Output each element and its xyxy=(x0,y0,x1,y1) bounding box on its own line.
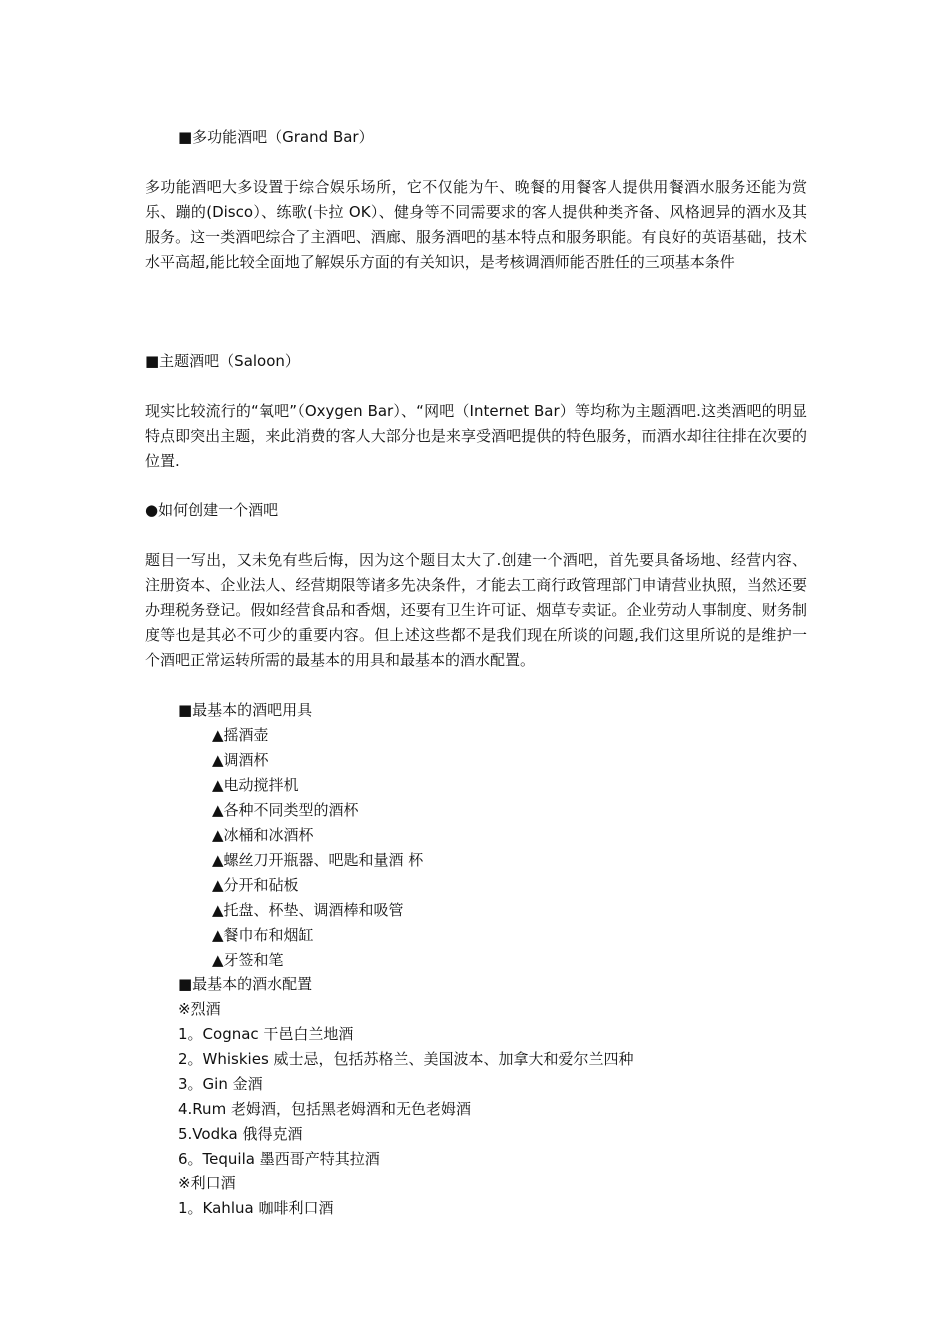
spirit-item: 3。Gin 金酒 xyxy=(178,1075,263,1093)
spirit-item: 4.Rum 老姆酒，包括黑老姆酒和无色老姆酒 xyxy=(178,1100,471,1118)
spirit-item: 6。Tequila 墨西哥产特其拉酒 xyxy=(178,1150,380,1168)
tool-item: ▲牙签和笔 xyxy=(212,951,284,969)
tool-item: ▲餐巾布和烟缸 xyxy=(212,926,314,944)
tool-item: ▲冰桶和冰酒杯 xyxy=(212,826,314,844)
section-heading-create-bar: ●如何创建一个酒吧 xyxy=(145,501,279,519)
tool-item: ▲摇酒壶 xyxy=(212,726,269,744)
drinks-heading: ■最基本的酒水配置 xyxy=(178,975,313,993)
paragraph-saloon: 现实比较流行的“氧吧”（Oxygen Bar）、“网吧（Internet Bar）等均称为主题酒吧.这类酒吧的明显特点即突出主题，来此消费的客人大部分也是来享受酒吧提供的特色服务，而酒水却往往排在次要的位置. xyxy=(145,402,807,470)
tools-heading: ■最基本的酒吧用具 xyxy=(178,701,313,719)
spirit-item: 1。Cognac 干邑白兰地酒 xyxy=(178,1025,354,1043)
spirit-item: 5.Vodka 俄得克酒 xyxy=(178,1125,303,1143)
tool-item: ▲各种不同类型的酒杯 xyxy=(212,801,359,819)
liqueur-heading: ※利口酒 xyxy=(178,1174,236,1192)
section-heading-saloon: ■主题酒吧（Saloon） xyxy=(145,352,300,370)
tool-item: ▲托盘、杯垫、调酒棒和吸管 xyxy=(212,901,404,919)
tool-item: ▲电动搅拌机 xyxy=(212,776,299,794)
spirit-item: 2。Whiskies 威士忌，包括苏格兰、美国波本、加拿大和爱尔兰四种 xyxy=(178,1050,634,1068)
paragraph-create-bar: 题目一写出，又未免有些后悔，因为这个题目太大了.创建一个酒吧，首先要具备场地、经营内容、注册资本、企业法人、经营期限等诸多先决条件，才能去工商行政管理部门申请营业执照，当然还要办理税务登记。假如经营食品和香烟，还要有卫生许可证、烟草专卖证。企业劳动人事制度、财务制度等也是其必不可少的重要内容。但上述这些都不是我们现在所谈的问题,我们这里所说的是维护一个酒吧正常运转所需的最基本的用具和最基本的酒水配置。 xyxy=(145,551,807,669)
section-heading-grand-bar: ■多功能酒吧（Grand Bar） xyxy=(178,128,374,146)
paragraph-grand-bar: 多功能酒吧大多设置于综合娱乐场所，它不仅能为午、晚餐的用餐客人提供用餐酒水服务还能为赏乐、蹦的(Disco）、练歌(卡拉 OK）、健身等不同需要求的客人提供种类齐备、风格迥异的酒水及其服务。这一类酒吧综合了主酒吧、酒廊、服务酒吧的基本特点和服务职能。有良好的英语基础，技术水平高超,能比较全面地了解娱乐方面的有关知识，是考核调酒师能否胜任的三项基本条件 xyxy=(145,178,807,271)
liqueur-item: 1。Kahlua 咖啡利口酒 xyxy=(178,1199,334,1217)
tool-item: ▲分开和砧板 xyxy=(212,876,299,894)
tool-item: ▲调酒杯 xyxy=(212,751,269,769)
tool-item: ▲螺丝刀开瓶器、吧匙和量酒 杯 xyxy=(212,851,424,869)
spirits-heading: ※烈酒 xyxy=(178,1000,221,1018)
